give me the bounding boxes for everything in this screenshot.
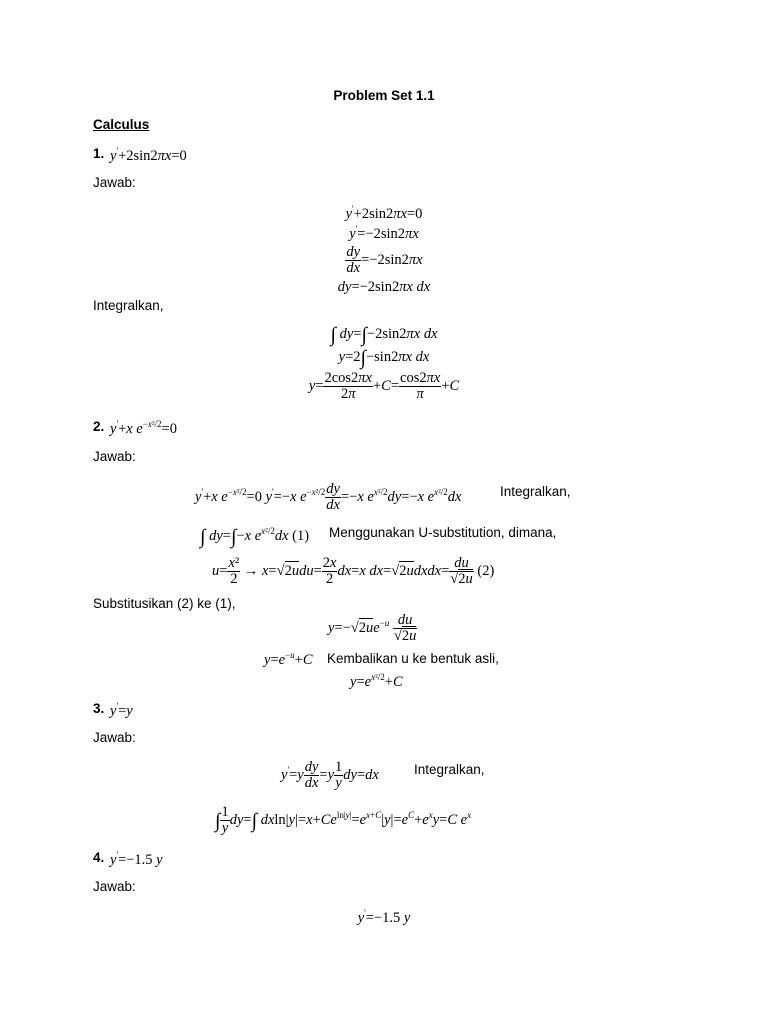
equation-line: y'+x $e^{-x^2/2}=0$ y'=−x $e^{-x^2/2}$ $\frac{dy}{dx}$ =−x $e^{x^2/2}dy=-x$ $e^{x^2/2}dx$ <box>195 481 462 514</box>
equation-line: $y=-√2ue^{-u}$ $\frac{du}{√2u}$ <box>328 612 417 645</box>
equation-line: $\frac{dy}{dx}$ =−2sin2πx <box>346 244 423 277</box>
equation-line: y= $\frac{2\cos 2\pi x}{2\pi}$ +C= $\frac{\cos 2\pi x}{\pi}$ +C <box>308 370 460 403</box>
integrate-label: Integralkan, <box>93 298 164 313</box>
problem-number: 3. <box>93 701 105 716</box>
equation-line: y'=−2sin2πx <box>349 224 419 242</box>
answer-label: Jawab: <box>93 730 136 745</box>
equation-line: dy=−2sin2πx dx <box>337 279 431 295</box>
problem-equation: y'=y <box>110 701 133 719</box>
answer-label: Jawab: <box>93 879 136 894</box>
equation-line: $y=e^{-u}+C$ <box>264 650 313 668</box>
integrate-label: Integralkan, <box>414 762 485 777</box>
usub-label: Menggunakan U-substitution, dimana, <box>329 525 557 540</box>
substitute-label: Substitusikan (2) ke (1), <box>93 596 236 611</box>
problem-equation: y'+2sin2πx=0 <box>110 146 187 164</box>
problem-number: 4. <box>93 850 105 865</box>
integrate-label: Integralkan, <box>500 484 571 499</box>
eq-ref: (2) <box>477 563 495 580</box>
equation-line: y'+2sin2πx=0 <box>345 204 423 222</box>
equation-line: y'=y $\frac{dy}{dx}$ =y $\frac{1}{y}$ dy=dx <box>281 759 379 792</box>
problem-number: 1. <box>93 146 105 161</box>
equation-line: ∫ $\frac{1}{y}$ dy=∫ $dxln|y|=x+Ce^{ln|y|}=e^{x+C}|y|=e^C+e^xy=C$ $e^x$ <box>215 804 472 837</box>
equation-line: y'=−1.5 y <box>357 908 411 926</box>
problem-equation: y'=−1.5 y <box>110 850 163 868</box>
equation-line: ∫ dy=∫−x $e^{x^2/2}dx$ (1) <box>200 526 310 548</box>
section-heading: Calculus <box>93 117 150 132</box>
equation-line: y=2∫−sin2πx dx <box>338 347 430 369</box>
equation-line: u= $\frac{\text{x²}}{2}$ → x=√2udu= $\frac{2x}{2}$ dx=x dx=√2udxdx= $\frac{du}{√2u}$ (2) <box>212 555 495 588</box>
problem-equation: y'+x $e^{-x^2/2}=0$ <box>110 419 177 437</box>
equation-line: ∫ dy=∫−2sin2πx dx <box>330 324 438 346</box>
answer-label: Jawab: <box>93 175 136 190</box>
equation-line: $y=e^{x^2/2}+C$ <box>350 672 403 690</box>
page-title: Problem Set 1.1 <box>333 88 435 103</box>
answer-label: Jawab: <box>93 449 136 464</box>
eq-ref: (1) <box>292 528 310 544</box>
back-substitute-label: Kembalikan u ke bentuk asli, <box>327 651 499 666</box>
problem-number: 2. <box>93 419 105 434</box>
